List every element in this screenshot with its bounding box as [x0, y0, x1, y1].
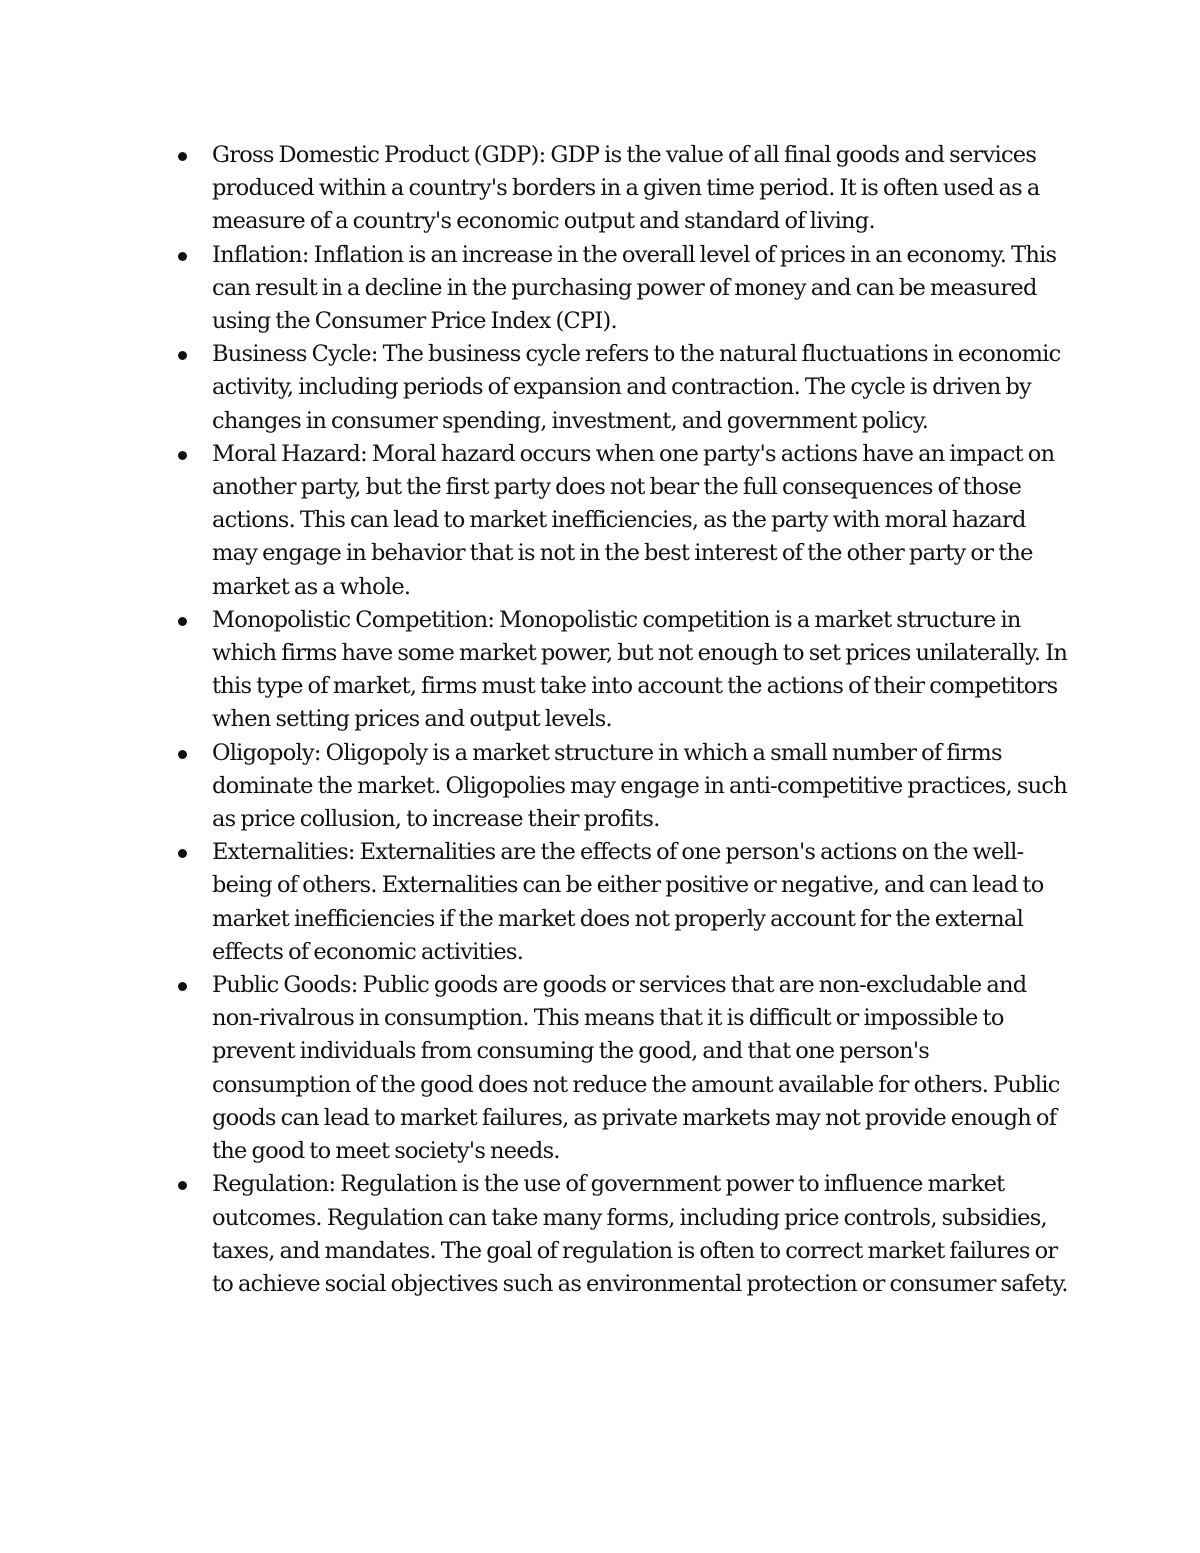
bullet-icon	[178, 1181, 187, 1190]
bullet-icon	[178, 451, 187, 460]
list-item-text: Moral Hazard: Moral hazard occurs when one party's actions have an impact on another party, but the first party does not bear the full consequences of those actions. This can lead to market inefficiencies, as the party with moral hazard may engage in behavior that is not in the best interest of the other party or the market as a whole.	[212, 440, 1055, 600]
list-item-text: Business Cycle: The business cycle refers to the natural fluctuations in economic activity, including periods of expansion and contraction. The cycle is driven by changes in consumer spending, investment, and government policy.	[212, 341, 1061, 434]
list-item-text: Oligopoly: Oligopoly is a market structure in which a small number of firms dominate the market. Oligopolies may engage in anti-competitive practices, such as price collusion, to increase their profits.	[212, 739, 1067, 833]
list-item-monopolistic-competition	[178, 604, 1068, 737]
list-item-externalities	[178, 836, 1068, 969]
definitions-bullet-list	[178, 139, 1068, 1301]
list-item-text: Gross Domestic Product (GDP): GDP is the value of all final goods and services produced within a country's borders in a given time period. It is often used as a measure of a country's economic output and standard of living.	[212, 142, 1040, 235]
bullet-icon	[178, 982, 187, 991]
bullet-icon	[178, 351, 187, 360]
bullet-icon	[178, 252, 187, 261]
bullet-icon	[178, 617, 187, 626]
list-item-moral-hazard	[178, 438, 1068, 604]
list-item-business-cycle	[178, 338, 1068, 438]
list-item-inflation	[178, 239, 1068, 339]
list-item-text: Regulation: Regulation is the use of government power to influence market outcomes. Regulation can take many forms, including price controls, subsidies, taxes, and mandates. The goal of regulation is often to correct market failures or to achieve social objectives such as environmental protection or consumer safety.	[212, 1171, 1068, 1297]
bullet-icon	[178, 750, 187, 759]
list-item-text: Inflation: Inflation is an increase in the overall level of prices in an economy. This can result in a decline in the purchasing power of money and can be measured using the Consumer Price Index (CPI).	[212, 241, 1057, 335]
list-item-text: Public Goods: Public goods are goods or services that are non-excludable and non-rivalrous in consumption. This means that it is difficult or impossible to prevent individuals from consuming the good, and that one person's consumption of the good does not reduce the amount available for others. Public goods can lead to market failures, as private markets may not provide enough of the good to meet society's needs.	[212, 972, 1060, 1165]
list-item-regulation	[178, 1168, 1068, 1301]
list-item-text: Monopolistic Competition: Monopolistic competition is a market structure in which firms have some market power, but not enough to set prices unilaterally. In this type of market, firms must take into account the actions of their competitors when setting prices and output levels.	[212, 606, 1068, 733]
bullet-icon	[178, 152, 187, 161]
list-item-oligopoly	[178, 737, 1068, 837]
list-item-gdp	[178, 139, 1068, 239]
bullet-icon	[178, 849, 187, 858]
list-item-public-goods	[178, 969, 1068, 1168]
list-item-text: Externalities: Externalities are the effects of one person's actions on the well-being of others. Externalities can be either positive or negative, and can lead to market inefficiencies if the market does not properly account for the external effects of economic activities.	[212, 839, 1044, 965]
